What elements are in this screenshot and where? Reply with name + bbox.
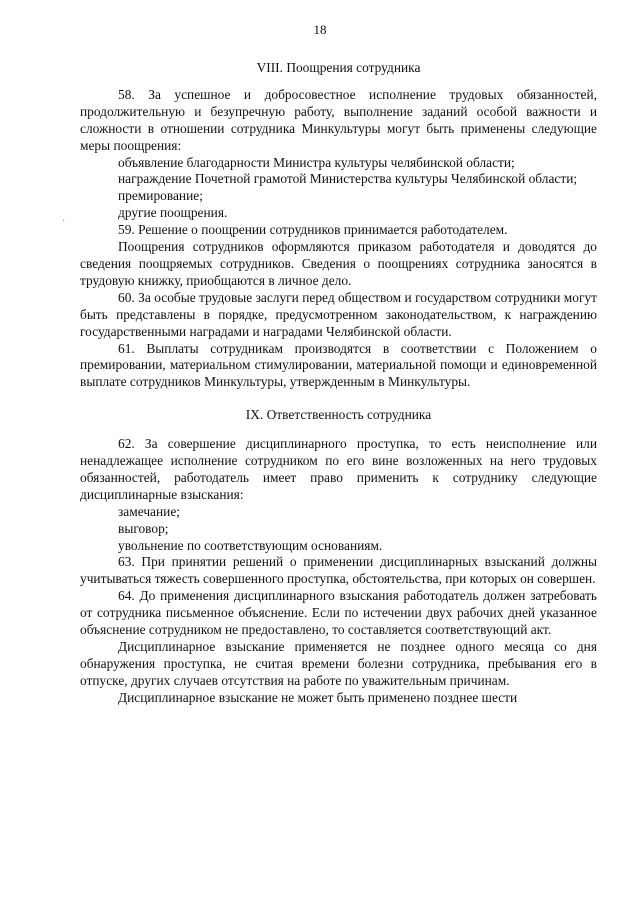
list-item: другие поощрения. xyxy=(118,205,228,221)
margin-mark: · xyxy=(62,216,66,227)
paragraph-62: 62. За совершение дисциплинарного проступка, то есть неисполнение или ненадлежащее исполнение сотрудником по его вине возложенных на него трудовых обязанностей, работодатель имеет право применить к сотруднику следующие дисциплинарные взыскания: xyxy=(80,436,597,502)
paragraph-64-continued-1: Дисциплинарное взыскание применяется не позднее одного месяца со дня обнаружения проступка, не считая времени болезни сотрудника, пребывания его в отпуске, других случаев отсутствия на работе по уважительным причинам. xyxy=(80,639,597,688)
list-item: замечание; xyxy=(118,503,180,519)
list-item: награждение Почетной грамотой Министерства культуры Челябинской области; xyxy=(118,171,578,187)
paragraph-61: 61. Выплаты сотрудникам производятся в соответствии с Положением о премировании, материальном стимулировании, материальной помощи и единовременной выплате сотрудников Минкультуры, утвержденным в Минкультуры. xyxy=(80,340,597,390)
paragraph-63: 63. При принятии решений о применении дисциплинарных взысканий должны учитываться тяжесть совершенного проступка, обстоятельства, при которых он совершен. xyxy=(80,554,597,587)
paragraph-58: 58. За успешное и добросовестное исполнение трудовых обязанностей, продолжительную и безупречную работу, выполнение заданий особой важности и сложности в отношении сотрудника Минкультуры могут быть применены следующие меры поощрения: xyxy=(80,86,597,153)
paragraph-59: 59. Решение о поощрении сотрудников принимается работодателем. xyxy=(118,222,508,238)
list-item: выговор; xyxy=(118,520,169,536)
list-item: увольнение по соответствующим основаниям. xyxy=(118,537,383,553)
section-8-title: VIII. Поощрения сотрудника xyxy=(256,60,421,75)
paragraph-60: 60. За особые трудовые заслуги перед обществом и государством сотрудники могут быть представлены в порядке, предусмотренном законодательством, к награждению государственными наградами и наградами Челябинской области. xyxy=(80,289,597,339)
paragraph-59-continued: Поощрения сотрудников оформляются приказом работодателя и доводятся до сведения поощряемых сотрудников. Сведения о поощрениях сотрудника заносятся в трудовую книжку, приобщаются в личное дело. xyxy=(80,239,597,288)
paragraph-64-continued-2: Дисциплинарное взыскание не может быть применено позднее шести xyxy=(118,689,518,705)
section-9-title: IX. Ответственность сотрудника xyxy=(245,407,432,423)
paragraph-64: 64. До применения дисциплинарного взыскания работодатель должен затребовать от сотрудника письменное объяснение. Если по истечении двух рабочих дней указанное объяснение сотрудником не предоставлено, то составляется соответствующий акт. xyxy=(80,588,597,638)
document-body xyxy=(80,60,597,707)
list-item: премирование; xyxy=(118,188,203,204)
list-item: объявление благодарности Министра культуры челябинской области; xyxy=(118,154,515,170)
page-number: 18 xyxy=(313,22,327,37)
